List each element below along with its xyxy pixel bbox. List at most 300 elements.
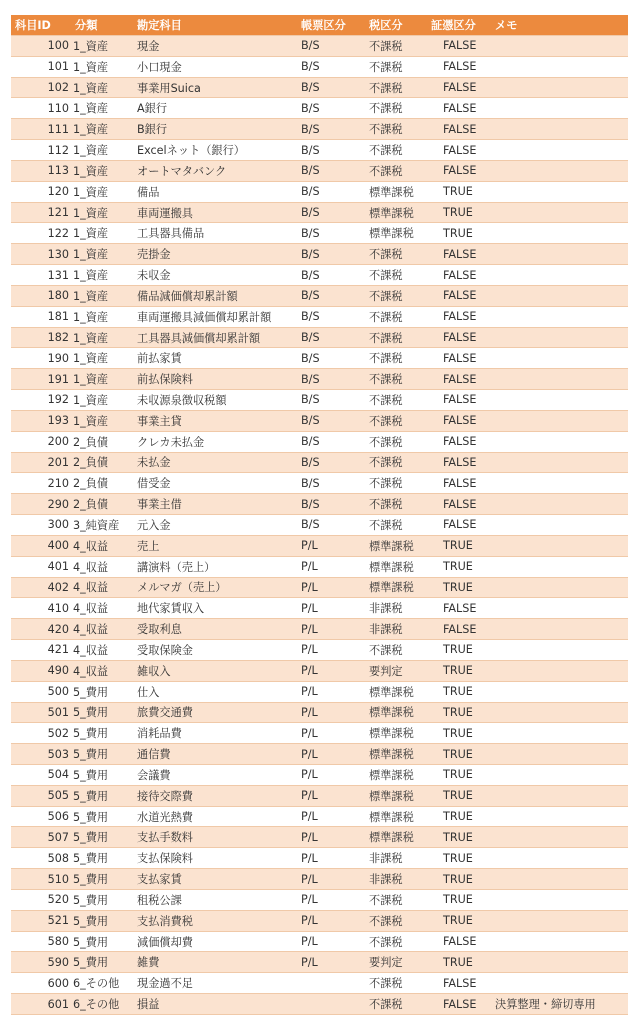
account-name-cell[interactable]: 前払保険料 [133, 369, 297, 390]
tax-type-cell[interactable]: 標準課税 [365, 785, 427, 806]
report-type-cell[interactable]: P/L [297, 744, 365, 765]
account-id-cell[interactable]: 121 [11, 202, 71, 223]
account-id-cell[interactable]: 112 [11, 140, 71, 161]
category-cell[interactable]: 5_費用 [71, 931, 133, 952]
account-name-cell[interactable]: 仕入 [133, 681, 297, 702]
evidence-type-cell[interactable]: FALSE [427, 994, 491, 1015]
category-cell[interactable]: 1_資産 [71, 327, 133, 348]
evidence-type-cell[interactable]: FALSE [427, 452, 491, 473]
report-type-cell[interactable]: B/S [297, 473, 365, 494]
tax-type-cell[interactable]: 標準課税 [365, 681, 427, 702]
tax-type-cell[interactable]: 不課税 [365, 348, 427, 369]
account-id-cell[interactable]: 505 [11, 785, 71, 806]
category-cell[interactable]: 1_資産 [71, 265, 133, 286]
memo-cell[interactable] [491, 390, 628, 411]
memo-cell[interactable] [491, 160, 628, 181]
category-cell[interactable]: 1_資産 [71, 223, 133, 244]
account-name-cell[interactable]: A銀行 [133, 98, 297, 119]
memo-cell[interactable] [491, 556, 628, 577]
memo-cell[interactable]: 決算整理・締切専用 [491, 994, 628, 1015]
account-id-cell[interactable]: 193 [11, 410, 71, 431]
account-id-cell[interactable]: 502 [11, 723, 71, 744]
category-cell[interactable]: 3_純資産 [71, 515, 133, 536]
tax-type-cell[interactable]: 不課税 [365, 36, 427, 57]
category-cell[interactable]: 5_費用 [71, 785, 133, 806]
account-name-cell[interactable]: 備品減価償却累計額 [133, 285, 297, 306]
report-type-cell[interactable]: B/S [297, 369, 365, 390]
category-cell[interactable]: 1_資産 [71, 77, 133, 98]
evidence-type-cell[interactable]: FALSE [427, 369, 491, 390]
memo-cell[interactable] [491, 619, 628, 640]
category-cell[interactable]: 4_収益 [71, 640, 133, 661]
evidence-type-cell[interactable]: TRUE [427, 535, 491, 556]
report-type-cell[interactable]: P/L [297, 848, 365, 869]
memo-cell[interactable] [491, 535, 628, 556]
account-name-cell[interactable]: 借受金 [133, 473, 297, 494]
evidence-type-cell[interactable]: TRUE [427, 223, 491, 244]
memo-cell[interactable] [491, 785, 628, 806]
report-type-cell[interactable]: B/S [297, 56, 365, 77]
tax-type-cell[interactable]: 不課税 [365, 410, 427, 431]
account-id-cell[interactable]: 504 [11, 764, 71, 785]
tax-type-cell[interactable]: 不課税 [365, 494, 427, 515]
category-cell[interactable]: 2_負債 [71, 452, 133, 473]
tax-type-cell[interactable]: 不課税 [365, 119, 427, 140]
tax-type-cell[interactable]: 標準課税 [365, 723, 427, 744]
category-cell[interactable]: 1_資産 [71, 160, 133, 181]
memo-cell[interactable] [491, 577, 628, 598]
category-cell[interactable]: 4_収益 [71, 577, 133, 598]
account-id-cell[interactable]: 210 [11, 473, 71, 494]
memo-cell[interactable] [491, 681, 628, 702]
memo-cell[interactable] [491, 369, 628, 390]
evidence-type-cell[interactable]: TRUE [427, 556, 491, 577]
evidence-type-cell[interactable]: FALSE [427, 494, 491, 515]
account-name-cell[interactable]: 未払金 [133, 452, 297, 473]
evidence-type-cell[interactable]: TRUE [427, 744, 491, 765]
evidence-type-cell[interactable]: TRUE [427, 702, 491, 723]
tax-type-cell[interactable]: 標準課税 [365, 764, 427, 785]
memo-cell[interactable] [491, 285, 628, 306]
evidence-type-cell[interactable]: FALSE [427, 515, 491, 536]
evidence-type-cell[interactable]: TRUE [427, 723, 491, 744]
account-id-cell[interactable]: 111 [11, 119, 71, 140]
evidence-type-cell[interactable]: FALSE [427, 77, 491, 98]
report-type-cell[interactable]: P/L [297, 806, 365, 827]
tax-type-cell[interactable]: 不課税 [365, 306, 427, 327]
memo-cell[interactable] [491, 494, 628, 515]
account-id-cell[interactable]: 402 [11, 577, 71, 598]
account-name-cell[interactable]: 事業主貸 [133, 410, 297, 431]
memo-cell[interactable] [491, 910, 628, 931]
report-type-cell[interactable]: B/S [297, 452, 365, 473]
account-name-cell[interactable]: 車両運搬具 [133, 202, 297, 223]
account-id-cell[interactable]: 590 [11, 952, 71, 973]
report-type-cell[interactable]: B/S [297, 327, 365, 348]
evidence-type-cell[interactable]: FALSE [427, 327, 491, 348]
category-cell[interactable]: 5_費用 [71, 806, 133, 827]
tax-type-cell[interactable]: 不課税 [365, 56, 427, 77]
account-name-cell[interactable]: クレカ未払金 [133, 431, 297, 452]
category-cell[interactable]: 4_収益 [71, 660, 133, 681]
account-id-cell[interactable]: 101 [11, 56, 71, 77]
category-cell[interactable]: 4_収益 [71, 535, 133, 556]
tax-type-cell[interactable]: 不課税 [365, 452, 427, 473]
tax-type-cell[interactable]: 標準課税 [365, 702, 427, 723]
memo-cell[interactable] [491, 723, 628, 744]
account-id-cell[interactable]: 490 [11, 660, 71, 681]
account-id-cell[interactable]: 421 [11, 640, 71, 661]
tax-type-cell[interactable]: 不課税 [365, 327, 427, 348]
evidence-type-cell[interactable]: FALSE [427, 390, 491, 411]
tax-type-cell[interactable]: 不課税 [365, 265, 427, 286]
memo-cell[interactable] [491, 327, 628, 348]
memo-cell[interactable] [491, 202, 628, 223]
memo-cell[interactable] [491, 223, 628, 244]
evidence-type-cell[interactable]: FALSE [427, 306, 491, 327]
evidence-type-cell[interactable]: FALSE [427, 619, 491, 640]
memo-cell[interactable] [491, 827, 628, 848]
category-cell[interactable]: 1_資産 [71, 36, 133, 57]
report-type-cell[interactable]: P/L [297, 556, 365, 577]
account-id-cell[interactable]: 507 [11, 827, 71, 848]
account-id-cell[interactable]: 181 [11, 306, 71, 327]
category-cell[interactable]: 5_費用 [71, 827, 133, 848]
account-name-cell[interactable]: 車両運搬具減価償却累計額 [133, 306, 297, 327]
account-id-cell[interactable]: 191 [11, 369, 71, 390]
evidence-type-cell[interactable]: FALSE [427, 285, 491, 306]
category-cell[interactable]: 6_その他 [71, 994, 133, 1015]
account-id-cell[interactable]: 131 [11, 265, 71, 286]
account-name-cell[interactable]: 受取保険金 [133, 640, 297, 661]
account-name-cell[interactable]: 支払手数料 [133, 827, 297, 848]
account-name-cell[interactable]: 講演料（売上） [133, 556, 297, 577]
category-cell[interactable]: 2_負債 [71, 494, 133, 515]
category-cell[interactable]: 1_資産 [71, 56, 133, 77]
memo-cell[interactable] [491, 306, 628, 327]
evidence-type-cell[interactable]: FALSE [427, 348, 491, 369]
evidence-type-cell[interactable]: TRUE [427, 181, 491, 202]
category-cell[interactable]: 1_資産 [71, 244, 133, 265]
report-type-cell[interactable]: P/L [297, 952, 365, 973]
evidence-type-cell[interactable]: FALSE [427, 931, 491, 952]
category-cell[interactable]: 1_資産 [71, 306, 133, 327]
evidence-type-cell[interactable]: FALSE [427, 431, 491, 452]
account-id-cell[interactable]: 300 [11, 515, 71, 536]
account-name-cell[interactable]: 租税公課 [133, 889, 297, 910]
account-name-cell[interactable]: 雑収入 [133, 660, 297, 681]
report-type-cell[interactable] [297, 994, 365, 1015]
category-cell[interactable]: 1_資産 [71, 202, 133, 223]
header-evidence-type[interactable]: 証憑区分 [427, 15, 491, 36]
account-name-cell[interactable]: 支払消費税 [133, 910, 297, 931]
account-name-cell[interactable]: 損益 [133, 994, 297, 1015]
account-id-cell[interactable]: 506 [11, 806, 71, 827]
account-name-cell[interactable]: 工具器具減価償却累計額 [133, 327, 297, 348]
report-type-cell[interactable]: B/S [297, 160, 365, 181]
account-id-cell[interactable]: 521 [11, 910, 71, 931]
memo-cell[interactable] [491, 98, 628, 119]
report-type-cell[interactable]: P/L [297, 910, 365, 931]
account-id-cell[interactable]: 192 [11, 390, 71, 411]
evidence-type-cell[interactable]: FALSE [427, 244, 491, 265]
evidence-type-cell[interactable]: TRUE [427, 869, 491, 890]
account-id-cell[interactable]: 401 [11, 556, 71, 577]
tax-type-cell[interactable]: 非課税 [365, 848, 427, 869]
account-id-cell[interactable]: 122 [11, 223, 71, 244]
memo-cell[interactable] [491, 140, 628, 161]
report-type-cell[interactable]: P/L [297, 640, 365, 661]
tax-type-cell[interactable]: 不課税 [365, 77, 427, 98]
report-type-cell[interactable]: P/L [297, 764, 365, 785]
tax-type-cell[interactable]: 要判定 [365, 952, 427, 973]
category-cell[interactable]: 4_収益 [71, 556, 133, 577]
tax-type-cell[interactable]: 不課税 [365, 390, 427, 411]
memo-cell[interactable] [491, 702, 628, 723]
category-cell[interactable]: 1_資産 [71, 348, 133, 369]
account-name-cell[interactable]: 受取利息 [133, 619, 297, 640]
report-type-cell[interactable]: P/L [297, 535, 365, 556]
memo-cell[interactable] [491, 889, 628, 910]
report-type-cell[interactable]: P/L [297, 931, 365, 952]
category-cell[interactable]: 4_収益 [71, 619, 133, 640]
header-account-id[interactable]: 科目ID [11, 15, 71, 36]
evidence-type-cell[interactable]: TRUE [427, 764, 491, 785]
memo-cell[interactable] [491, 806, 628, 827]
account-name-cell[interactable]: 接待交際費 [133, 785, 297, 806]
evidence-type-cell[interactable]: TRUE [427, 889, 491, 910]
account-name-cell[interactable]: オートマタバンク [133, 160, 297, 181]
report-type-cell[interactable]: B/S [297, 431, 365, 452]
evidence-type-cell[interactable]: TRUE [427, 681, 491, 702]
evidence-type-cell[interactable]: FALSE [427, 473, 491, 494]
account-id-cell[interactable]: 180 [11, 285, 71, 306]
report-type-cell[interactable]: B/S [297, 285, 365, 306]
account-name-cell[interactable]: 前払家賃 [133, 348, 297, 369]
memo-cell[interactable] [491, 181, 628, 202]
tax-type-cell[interactable]: 不課税 [365, 473, 427, 494]
memo-cell[interactable] [491, 36, 628, 57]
report-type-cell[interactable]: B/S [297, 119, 365, 140]
evidence-type-cell[interactable]: TRUE [427, 202, 491, 223]
tax-type-cell[interactable]: 標準課税 [365, 202, 427, 223]
category-cell[interactable]: 5_費用 [71, 848, 133, 869]
header-memo[interactable]: メモ [491, 15, 628, 36]
account-name-cell[interactable]: 支払家賃 [133, 869, 297, 890]
tax-type-cell[interactable]: 標準課税 [365, 223, 427, 244]
category-cell[interactable]: 2_負債 [71, 473, 133, 494]
memo-cell[interactable] [491, 869, 628, 890]
category-cell[interactable]: 5_費用 [71, 764, 133, 785]
report-type-cell[interactable]: B/S [297, 306, 365, 327]
memo-cell[interactable] [491, 660, 628, 681]
category-cell[interactable]: 1_資産 [71, 369, 133, 390]
account-name-cell[interactable]: 水道光熱費 [133, 806, 297, 827]
report-type-cell[interactable]: B/S [297, 202, 365, 223]
tax-type-cell[interactable]: 標準課税 [365, 535, 427, 556]
account-name-cell[interactable]: 備品 [133, 181, 297, 202]
report-type-cell[interactable]: P/L [297, 785, 365, 806]
account-id-cell[interactable]: 501 [11, 702, 71, 723]
tax-type-cell[interactable]: 不課税 [365, 910, 427, 931]
report-type-cell[interactable]: P/L [297, 702, 365, 723]
report-type-cell[interactable]: P/L [297, 577, 365, 598]
header-account-name[interactable]: 勘定科目 [133, 15, 297, 36]
account-id-cell[interactable]: 290 [11, 494, 71, 515]
tax-type-cell[interactable]: 要判定 [365, 660, 427, 681]
account-id-cell[interactable]: 100 [11, 36, 71, 57]
report-type-cell[interactable]: B/S [297, 410, 365, 431]
account-name-cell[interactable]: 減価償却費 [133, 931, 297, 952]
tax-type-cell[interactable]: 標準課税 [365, 744, 427, 765]
category-cell[interactable]: 1_資産 [71, 98, 133, 119]
report-type-cell[interactable]: B/S [297, 36, 365, 57]
memo-cell[interactable] [491, 640, 628, 661]
report-type-cell[interactable]: P/L [297, 660, 365, 681]
evidence-type-cell[interactable]: TRUE [427, 910, 491, 931]
category-cell[interactable]: 1_資産 [71, 410, 133, 431]
memo-cell[interactable] [491, 77, 628, 98]
report-type-cell[interactable]: B/S [297, 223, 365, 244]
tax-type-cell[interactable]: 不課税 [365, 160, 427, 181]
evidence-type-cell[interactable]: FALSE [427, 160, 491, 181]
report-type-cell[interactable]: B/S [297, 390, 365, 411]
tax-type-cell[interactable]: 不課税 [365, 973, 427, 994]
memo-cell[interactable] [491, 119, 628, 140]
account-name-cell[interactable]: 売上 [133, 535, 297, 556]
account-name-cell[interactable]: B銀行 [133, 119, 297, 140]
evidence-type-cell[interactable]: FALSE [427, 56, 491, 77]
category-cell[interactable]: 1_資産 [71, 119, 133, 140]
account-id-cell[interactable]: 200 [11, 431, 71, 452]
memo-cell[interactable] [491, 598, 628, 619]
evidence-type-cell[interactable]: FALSE [427, 598, 491, 619]
account-id-cell[interactable]: 190 [11, 348, 71, 369]
report-type-cell[interactable]: B/S [297, 494, 365, 515]
account-id-cell[interactable]: 508 [11, 848, 71, 869]
account-id-cell[interactable]: 120 [11, 181, 71, 202]
report-type-cell[interactable]: B/S [297, 77, 365, 98]
report-type-cell[interactable]: B/S [297, 98, 365, 119]
tax-type-cell[interactable]: 不課税 [365, 889, 427, 910]
category-cell[interactable]: 5_費用 [71, 889, 133, 910]
category-cell[interactable]: 5_費用 [71, 869, 133, 890]
tax-type-cell[interactable]: 非課税 [365, 619, 427, 640]
memo-cell[interactable] [491, 931, 628, 952]
evidence-type-cell[interactable]: TRUE [427, 660, 491, 681]
account-name-cell[interactable]: 売掛金 [133, 244, 297, 265]
evidence-type-cell[interactable]: TRUE [427, 827, 491, 848]
account-name-cell[interactable]: 工具器具備品 [133, 223, 297, 244]
tax-type-cell[interactable]: 標準課税 [365, 806, 427, 827]
report-type-cell[interactable]: B/S [297, 244, 365, 265]
tax-type-cell[interactable]: 標準課税 [365, 556, 427, 577]
report-type-cell[interactable]: P/L [297, 619, 365, 640]
tax-type-cell[interactable]: 不課税 [365, 931, 427, 952]
account-name-cell[interactable]: 元入金 [133, 515, 297, 536]
report-type-cell[interactable]: P/L [297, 827, 365, 848]
category-cell[interactable]: 5_費用 [71, 952, 133, 973]
account-id-cell[interactable]: 500 [11, 681, 71, 702]
category-cell[interactable]: 1_資産 [71, 285, 133, 306]
account-id-cell[interactable]: 420 [11, 619, 71, 640]
report-type-cell[interactable]: B/S [297, 265, 365, 286]
account-id-cell[interactable]: 113 [11, 160, 71, 181]
category-cell[interactable]: 5_費用 [71, 910, 133, 931]
account-id-cell[interactable]: 110 [11, 98, 71, 119]
report-type-cell[interactable]: P/L [297, 869, 365, 890]
tax-type-cell[interactable]: 不課税 [365, 369, 427, 390]
report-type-cell[interactable]: B/S [297, 181, 365, 202]
header-tax-type[interactable]: 税区分 [365, 15, 427, 36]
memo-cell[interactable] [491, 410, 628, 431]
account-name-cell[interactable]: 地代家賃収入 [133, 598, 297, 619]
account-name-cell[interactable]: 未収源泉徴収税額 [133, 390, 297, 411]
account-name-cell[interactable]: メルマガ（売上） [133, 577, 297, 598]
memo-cell[interactable] [491, 848, 628, 869]
account-id-cell[interactable]: 520 [11, 889, 71, 910]
category-cell[interactable]: 6_その他 [71, 973, 133, 994]
evidence-type-cell[interactable]: FALSE [427, 36, 491, 57]
account-id-cell[interactable]: 503 [11, 744, 71, 765]
evidence-type-cell[interactable]: TRUE [427, 806, 491, 827]
report-type-cell[interactable] [297, 973, 365, 994]
account-id-cell[interactable]: 102 [11, 77, 71, 98]
header-category[interactable]: 分類 [71, 15, 133, 36]
tax-type-cell[interactable]: 不課税 [365, 515, 427, 536]
evidence-type-cell[interactable]: TRUE [427, 577, 491, 598]
tax-type-cell[interactable]: 不課税 [365, 140, 427, 161]
account-name-cell[interactable]: 現金過不足 [133, 973, 297, 994]
evidence-type-cell[interactable]: FALSE [427, 140, 491, 161]
report-type-cell[interactable]: P/L [297, 889, 365, 910]
account-id-cell[interactable]: 410 [11, 598, 71, 619]
memo-cell[interactable] [491, 952, 628, 973]
report-type-cell[interactable]: B/S [297, 348, 365, 369]
memo-cell[interactable] [491, 452, 628, 473]
evidence-type-cell[interactable]: TRUE [427, 640, 491, 661]
tax-type-cell[interactable]: 不課税 [365, 285, 427, 306]
report-type-cell[interactable]: B/S [297, 140, 365, 161]
memo-cell[interactable] [491, 515, 628, 536]
account-name-cell[interactable]: 通信費 [133, 744, 297, 765]
account-id-cell[interactable]: 130 [11, 244, 71, 265]
tax-type-cell[interactable]: 不課税 [365, 431, 427, 452]
account-name-cell[interactable]: 消耗品費 [133, 723, 297, 744]
category-cell[interactable]: 1_資産 [71, 181, 133, 202]
account-name-cell[interactable]: 旅費交通費 [133, 702, 297, 723]
report-type-cell[interactable]: P/L [297, 681, 365, 702]
evidence-type-cell[interactable]: TRUE [427, 785, 491, 806]
evidence-type-cell[interactable]: FALSE [427, 98, 491, 119]
account-name-cell[interactable]: 事業主借 [133, 494, 297, 515]
category-cell[interactable]: 5_費用 [71, 723, 133, 744]
account-id-cell[interactable]: 182 [11, 327, 71, 348]
category-cell[interactable]: 1_資産 [71, 390, 133, 411]
category-cell[interactable]: 5_費用 [71, 681, 133, 702]
account-name-cell[interactable]: 雑費 [133, 952, 297, 973]
tax-type-cell[interactable]: 非課税 [365, 869, 427, 890]
account-name-cell[interactable]: Excelネット（銀行） [133, 140, 297, 161]
account-name-cell[interactable]: 現金 [133, 36, 297, 57]
memo-cell[interactable] [491, 764, 628, 785]
memo-cell[interactable] [491, 348, 628, 369]
tax-type-cell[interactable]: 非課税 [365, 598, 427, 619]
account-name-cell[interactable]: 会議費 [133, 764, 297, 785]
tax-type-cell[interactable]: 不課税 [365, 244, 427, 265]
category-cell[interactable]: 4_収益 [71, 598, 133, 619]
memo-cell[interactable] [491, 744, 628, 765]
